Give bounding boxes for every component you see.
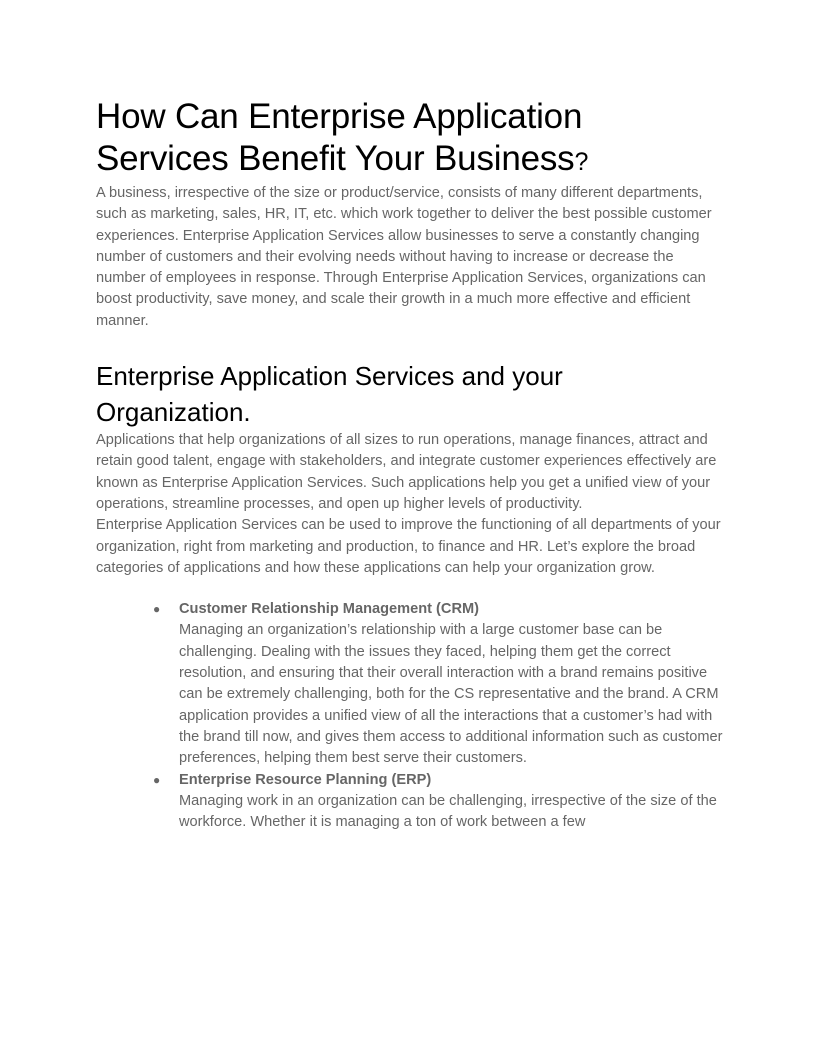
title-question-mark: ? <box>574 148 589 176</box>
body-paragraph-1: Applications that help organizations of all sizes to run operations, manage finances, attract and retain good talent, engage with stakeholders, and integrate customer experiences effectively are known as Enterprise Application Services. Such applications help you get a unified view of your operations, streamline processes, and open up higher levels of productivity. <box>96 432 717 512</box>
list-item-crm <box>96 599 724 769</box>
body-paragraph-2: Enterprise Application Services can be used to improve the functioning of all departments of your organization, right from marketing and production, to finance and HR. Let’s explore the broad categories of applications and how these applications can help your organization grow. <box>96 517 721 576</box>
bullet-icon: ● <box>153 772 161 787</box>
list-item-text: Managing an organization’s relationship with a large customer base can be challenging. Dealing with the issues they faced, helping them get the correct resolution, and ensuring that their overall interaction with a brand remains positive can be extremely challenging, both for the CS representative and the brand. A CRM application provides a unified view of all the interactions that a customer’s had with the brand till now, and gives them access to additional information such as customer preferences, helping them best serve their customers. <box>179 622 723 767</box>
document-page <box>96 96 724 833</box>
category-list <box>96 599 724 833</box>
title-text: How Can Enterprise Application Services Benefit Your Business <box>96 97 583 178</box>
intro-paragraph: A business, irrespective of the size or product/service, consists of many different departments, such as marketing, sales, HR, IT, etc. which work together to deliver the best possible customer experiences. Enterprise Application Services allow businesses to serve a constantly changing number of customers and their evolving needs without having to increase or decrease the number of employees in response. Through Enterprise Application Services, organizations can boost productivity, save money, and scale their growth in a much more effective and efficient manner. <box>96 185 712 329</box>
section-heading: Enterprise Application Services and your Organization. <box>96 361 563 428</box>
list-item-erp <box>96 770 724 834</box>
document-title <box>96 96 724 183</box>
list-item-text: Managing work in an organization can be challenging, irrespective of the size of the workforce. Whether it is managing a ton of work between a few <box>179 792 717 831</box>
list-item-title: Customer Relationship Management (CRM) <box>179 601 480 618</box>
list-item-title: Enterprise Resource Planning (ERP) <box>179 771 432 788</box>
bullet-icon: ● <box>153 602 161 617</box>
